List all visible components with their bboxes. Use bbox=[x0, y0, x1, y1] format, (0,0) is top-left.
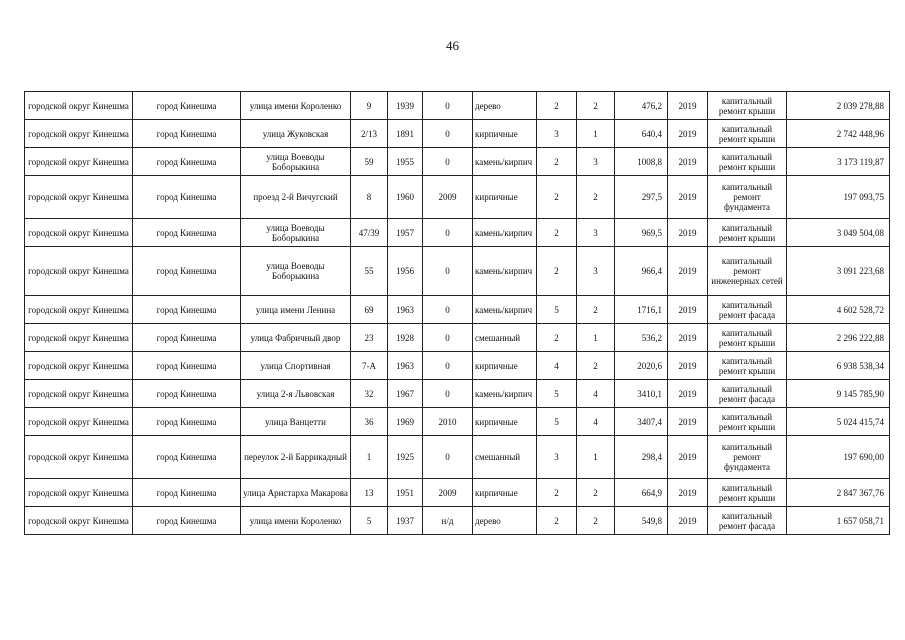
cell-floors: 2 bbox=[537, 247, 577, 296]
cell-municipality: городской округ Кинешма bbox=[25, 352, 133, 380]
cell-year-built: 1891 bbox=[388, 120, 423, 148]
cell-street: улица Ванцетти bbox=[241, 408, 351, 436]
cell-wall-material: кирпичные bbox=[473, 352, 537, 380]
cell-year-built: 1925 bbox=[388, 436, 423, 479]
cell-municipality: городской округ Кинешма bbox=[25, 219, 133, 247]
cell-floors: 2 bbox=[537, 507, 577, 535]
cell-settlement: город Кинешма bbox=[133, 247, 241, 296]
cell-settlement: город Кинешма bbox=[133, 380, 241, 408]
cell-cost: 2 039 278,88 bbox=[787, 92, 890, 120]
cell-area: 1716,1 bbox=[615, 296, 668, 324]
cell-repair-type: капитальный ремонт инженерных сетей bbox=[708, 247, 787, 296]
cell-street: улица Воеводы Боборыкина bbox=[241, 148, 351, 176]
cell-settlement: город Кинешма bbox=[133, 324, 241, 352]
cell-year-built: 1963 bbox=[388, 296, 423, 324]
cell-wall-material: камень/кирпич bbox=[473, 296, 537, 324]
cell-year-last-repair: н/д bbox=[423, 507, 473, 535]
cell-settlement: город Кинешма bbox=[133, 92, 241, 120]
table-row bbox=[25, 436, 890, 479]
cell-entrances: 2 bbox=[577, 296, 615, 324]
cell-settlement: город Кинешма bbox=[133, 296, 241, 324]
cell-floors: 2 bbox=[537, 324, 577, 352]
cell-repair-type: капитальный ремонт крыши bbox=[708, 92, 787, 120]
table-row bbox=[25, 92, 890, 120]
cell-area: 298,4 bbox=[615, 436, 668, 479]
cell-house-number: 59 bbox=[351, 148, 388, 176]
cell-floors: 2 bbox=[537, 92, 577, 120]
cell-plan-year: 2019 bbox=[668, 380, 708, 408]
cell-wall-material: кирпичные bbox=[473, 120, 537, 148]
cell-cost: 197 690,00 bbox=[787, 436, 890, 479]
cell-year-last-repair: 0 bbox=[423, 436, 473, 479]
cell-area: 966,4 bbox=[615, 247, 668, 296]
cell-entrances: 1 bbox=[577, 324, 615, 352]
cell-street: улица Воеводы Боборыкина bbox=[241, 219, 351, 247]
cell-plan-year: 2019 bbox=[668, 436, 708, 479]
cell-year-last-repair: 0 bbox=[423, 120, 473, 148]
cell-area: 640,4 bbox=[615, 120, 668, 148]
cell-repair-type: капитальный ремонт фундамента bbox=[708, 176, 787, 219]
table-row bbox=[25, 120, 890, 148]
cell-street: проезд 2-й Вичугский bbox=[241, 176, 351, 219]
table-row bbox=[25, 148, 890, 176]
cell-repair-type: капитальный ремонт фасада bbox=[708, 507, 787, 535]
cell-plan-year: 2019 bbox=[668, 324, 708, 352]
cell-street: улица Фабричный двор bbox=[241, 324, 351, 352]
cell-cost: 3 173 119,87 bbox=[787, 148, 890, 176]
cell-plan-year: 2019 bbox=[668, 176, 708, 219]
cell-year-built: 1951 bbox=[388, 479, 423, 507]
cell-year-last-repair: 2009 bbox=[423, 176, 473, 219]
cell-street: улица имени Короленко bbox=[241, 92, 351, 120]
cell-house-number: 69 bbox=[351, 296, 388, 324]
cell-street: улица Спортивная bbox=[241, 352, 351, 380]
cell-year-last-repair: 0 bbox=[423, 296, 473, 324]
cell-plan-year: 2019 bbox=[668, 120, 708, 148]
cell-settlement: город Кинешма bbox=[133, 148, 241, 176]
cell-repair-type: капитальный ремонт крыши bbox=[708, 148, 787, 176]
cell-house-number: 36 bbox=[351, 408, 388, 436]
cell-floors: 5 bbox=[537, 380, 577, 408]
cell-year-last-repair: 0 bbox=[423, 380, 473, 408]
table-row bbox=[25, 507, 890, 535]
table-row bbox=[25, 380, 890, 408]
cell-settlement: город Кинешма bbox=[133, 176, 241, 219]
cell-entrances: 4 bbox=[577, 408, 615, 436]
housing-repair-table bbox=[24, 91, 890, 535]
cell-house-number: 23 bbox=[351, 324, 388, 352]
cell-municipality: городской округ Кинешма bbox=[25, 380, 133, 408]
cell-municipality: городской округ Кинешма bbox=[25, 120, 133, 148]
cell-area: 969,5 bbox=[615, 219, 668, 247]
cell-area: 664,9 bbox=[615, 479, 668, 507]
cell-settlement: город Кинешма bbox=[133, 408, 241, 436]
cell-settlement: город Кинешма bbox=[133, 436, 241, 479]
cell-year-last-repair: 0 bbox=[423, 352, 473, 380]
cell-wall-material: кирпичные bbox=[473, 408, 537, 436]
cell-area: 476,2 bbox=[615, 92, 668, 120]
cell-floors: 2 bbox=[537, 148, 577, 176]
cell-plan-year: 2019 bbox=[668, 219, 708, 247]
cell-house-number: 5 bbox=[351, 507, 388, 535]
cell-wall-material: камень/кирпич bbox=[473, 219, 537, 247]
cell-plan-year: 2019 bbox=[668, 148, 708, 176]
table-row bbox=[25, 176, 890, 219]
cell-plan-year: 2019 bbox=[668, 247, 708, 296]
cell-wall-material: дерево bbox=[473, 507, 537, 535]
cell-house-number: 47/39 bbox=[351, 219, 388, 247]
cell-house-number: 32 bbox=[351, 380, 388, 408]
cell-house-number: 2/13 bbox=[351, 120, 388, 148]
cell-floors: 3 bbox=[537, 120, 577, 148]
cell-municipality: городской округ Кинешма bbox=[25, 148, 133, 176]
cell-cost: 2 742 448,96 bbox=[787, 120, 890, 148]
cell-floors: 2 bbox=[537, 176, 577, 219]
cell-cost: 6 938 538,34 bbox=[787, 352, 890, 380]
cell-street: улица Воеводы Боборыкина bbox=[241, 247, 351, 296]
cell-cost: 5 024 415,74 bbox=[787, 408, 890, 436]
cell-cost: 3 091 223,68 bbox=[787, 247, 890, 296]
cell-year-built: 1939 bbox=[388, 92, 423, 120]
cell-area: 297,5 bbox=[615, 176, 668, 219]
cell-repair-type: капитальный ремонт фундамента bbox=[708, 436, 787, 479]
cell-wall-material: смешанный bbox=[473, 436, 537, 479]
cell-municipality: городской округ Кинешма bbox=[25, 247, 133, 296]
cell-wall-material: камень/кирпич bbox=[473, 148, 537, 176]
cell-year-last-repair: 0 bbox=[423, 247, 473, 296]
cell-wall-material: кирпичные bbox=[473, 176, 537, 219]
housing-repair-table-wrapper bbox=[24, 91, 889, 535]
cell-area: 3410,1 bbox=[615, 380, 668, 408]
cell-area: 536,2 bbox=[615, 324, 668, 352]
cell-house-number: 9 bbox=[351, 92, 388, 120]
cell-floors: 5 bbox=[537, 408, 577, 436]
cell-cost: 4 602 528,72 bbox=[787, 296, 890, 324]
cell-area: 549,8 bbox=[615, 507, 668, 535]
cell-settlement: город Кинешма bbox=[133, 352, 241, 380]
cell-municipality: городской округ Кинешма bbox=[25, 408, 133, 436]
cell-floors: 4 bbox=[537, 352, 577, 380]
cell-repair-type: капитальный ремонт крыши bbox=[708, 479, 787, 507]
cell-repair-type: капитальный ремонт фасада bbox=[708, 296, 787, 324]
cell-plan-year: 2019 bbox=[668, 92, 708, 120]
cell-street: улица 2-я Львовская bbox=[241, 380, 351, 408]
cell-cost: 2 847 367,76 bbox=[787, 479, 890, 507]
cell-year-last-repair: 0 bbox=[423, 92, 473, 120]
cell-floors: 2 bbox=[537, 219, 577, 247]
cell-plan-year: 2019 bbox=[668, 408, 708, 436]
cell-year-last-repair: 0 bbox=[423, 219, 473, 247]
cell-repair-type: капитальный ремонт крыши bbox=[708, 408, 787, 436]
cell-municipality: городской округ Кинешма bbox=[25, 296, 133, 324]
table-row bbox=[25, 324, 890, 352]
cell-wall-material: камень/кирпич bbox=[473, 380, 537, 408]
cell-entrances: 2 bbox=[577, 176, 615, 219]
cell-year-built: 1967 bbox=[388, 380, 423, 408]
cell-settlement: город Кинешма bbox=[133, 219, 241, 247]
cell-plan-year: 2019 bbox=[668, 352, 708, 380]
cell-entrances: 1 bbox=[577, 120, 615, 148]
cell-entrances: 4 bbox=[577, 380, 615, 408]
cell-house-number: 8 bbox=[351, 176, 388, 219]
cell-municipality: городской округ Кинешма bbox=[25, 176, 133, 219]
cell-entrances: 3 bbox=[577, 219, 615, 247]
cell-entrances: 3 bbox=[577, 247, 615, 296]
cell-year-built: 1963 bbox=[388, 352, 423, 380]
cell-municipality: городской округ Кинешма bbox=[25, 324, 133, 352]
cell-floors: 3 bbox=[537, 436, 577, 479]
cell-cost: 9 145 785,90 bbox=[787, 380, 890, 408]
cell-settlement: город Кинешма bbox=[133, 120, 241, 148]
cell-settlement: город Кинешма bbox=[133, 507, 241, 535]
cell-year-built: 1928 bbox=[388, 324, 423, 352]
table-row bbox=[25, 352, 890, 380]
cell-year-last-repair: 2009 bbox=[423, 479, 473, 507]
cell-wall-material: дерево bbox=[473, 92, 537, 120]
cell-entrances: 2 bbox=[577, 479, 615, 507]
cell-repair-type: капитальный ремонт крыши bbox=[708, 120, 787, 148]
cell-floors: 5 bbox=[537, 296, 577, 324]
cell-cost: 197 093,75 bbox=[787, 176, 890, 219]
cell-street: улица Аристарха Макарова bbox=[241, 479, 351, 507]
cell-year-last-repair: 0 bbox=[423, 148, 473, 176]
cell-area: 2020,6 bbox=[615, 352, 668, 380]
cell-year-built: 1969 bbox=[388, 408, 423, 436]
cell-cost: 3 049 504,08 bbox=[787, 219, 890, 247]
cell-municipality: городской округ Кинешма bbox=[25, 92, 133, 120]
cell-wall-material: смешанный bbox=[473, 324, 537, 352]
cell-settlement: город Кинешма bbox=[133, 479, 241, 507]
cell-wall-material: камень/кирпич bbox=[473, 247, 537, 296]
cell-repair-type: капитальный ремонт крыши bbox=[708, 219, 787, 247]
cell-street: улица Жуковская bbox=[241, 120, 351, 148]
cell-year-built: 1957 bbox=[388, 219, 423, 247]
cell-municipality: городской округ Кинешма bbox=[25, 479, 133, 507]
cell-municipality: городской округ Кинешма bbox=[25, 507, 133, 535]
cell-area: 3407,4 bbox=[615, 408, 668, 436]
cell-repair-type: капитальный ремонт фасада bbox=[708, 380, 787, 408]
cell-wall-material: кирпичные bbox=[473, 479, 537, 507]
cell-street: улица имени Короленко bbox=[241, 507, 351, 535]
cell-repair-type: капитальный ремонт крыши bbox=[708, 324, 787, 352]
cell-year-last-repair: 2010 bbox=[423, 408, 473, 436]
cell-house-number: 1 bbox=[351, 436, 388, 479]
cell-entrances: 2 bbox=[577, 507, 615, 535]
cell-plan-year: 2019 bbox=[668, 296, 708, 324]
cell-cost: 1 657 058,71 bbox=[787, 507, 890, 535]
cell-municipality: городской округ Кинешма bbox=[25, 436, 133, 479]
cell-year-built: 1956 bbox=[388, 247, 423, 296]
cell-entrances: 2 bbox=[577, 352, 615, 380]
cell-plan-year: 2019 bbox=[668, 479, 708, 507]
cell-house-number: 7-А bbox=[351, 352, 388, 380]
cell-entrances: 3 bbox=[577, 148, 615, 176]
page-number: 46 bbox=[446, 38, 459, 53]
table-row bbox=[25, 219, 890, 247]
cell-year-built: 1937 bbox=[388, 507, 423, 535]
cell-year-built: 1955 bbox=[388, 148, 423, 176]
cell-floors: 2 bbox=[537, 479, 577, 507]
cell-plan-year: 2019 bbox=[668, 507, 708, 535]
cell-street: улица имени Ленина bbox=[241, 296, 351, 324]
cell-house-number: 55 bbox=[351, 247, 388, 296]
cell-year-last-repair: 0 bbox=[423, 324, 473, 352]
cell-cost: 2 296 222,88 bbox=[787, 324, 890, 352]
cell-house-number: 13 bbox=[351, 479, 388, 507]
cell-entrances: 1 bbox=[577, 436, 615, 479]
table-row bbox=[25, 296, 890, 324]
cell-repair-type: капитальный ремонт крыши bbox=[708, 352, 787, 380]
cell-area: 1008,8 bbox=[615, 148, 668, 176]
table-row bbox=[25, 247, 890, 296]
cell-entrances: 2 bbox=[577, 92, 615, 120]
table-row bbox=[25, 479, 890, 507]
table-row bbox=[25, 408, 890, 436]
cell-year-built: 1960 bbox=[388, 176, 423, 219]
cell-street: переулок 2-й Баррикадный bbox=[241, 436, 351, 479]
